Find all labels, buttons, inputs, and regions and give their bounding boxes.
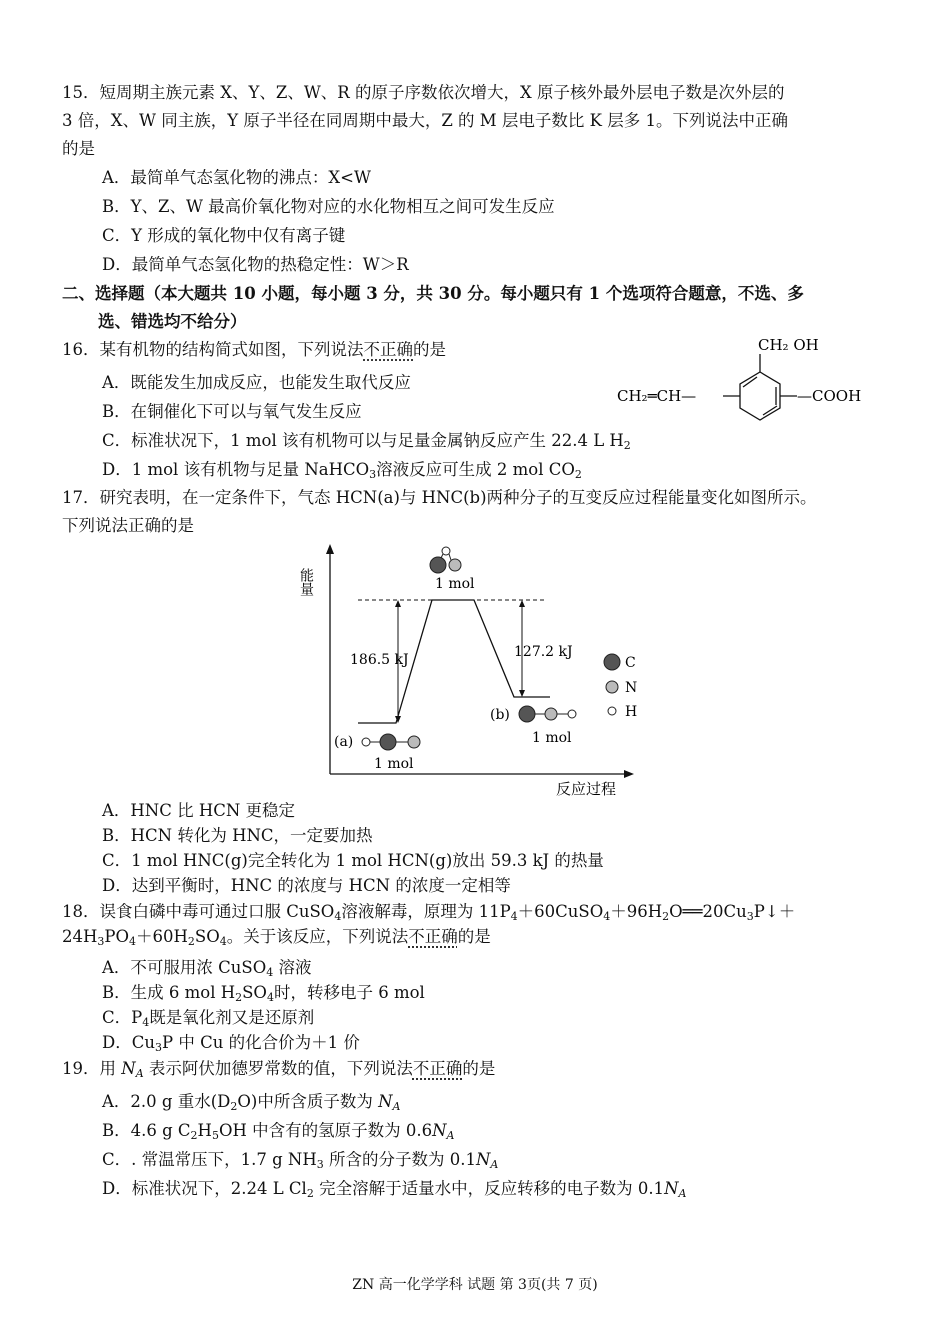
q18-option-d: D．$Cu_3P$ 中 Cu 的化合价为＋1 价 (102, 1033, 360, 1054)
q19-stem: 19．用 $N_A$ 表示阿伏加德罗常数的值，下列说法不正确的是 (62, 1059, 496, 1080)
q16-option-b: B．在铜催化下可以与氧气发生反应 (102, 402, 362, 421)
y-axis-label: 能量 (298, 568, 314, 596)
q15-stem-line1: 15．短周期主族元素 X、Y、Z、W、R 的原子序数依次增大，X 原子核外最外层电子数是次外层的 (62, 83, 785, 102)
q15-option-d: D．最简单气态氢化物的热稳定性：W＞R (102, 255, 409, 274)
q17-option-d: D．达到平衡时，HNC 的浓度与 HCN 的浓度一定相等 (102, 876, 511, 895)
q19-option-a: A．2.0 g 重水$(D_2O)$中所含质子数为 $N_A$ (102, 1092, 401, 1113)
molecule-b-label: (b) (490, 707, 510, 723)
energy-diagram (300, 540, 650, 802)
q18-option-a: A．不可服用浓 CuSO$_4$ 溶液 (102, 958, 312, 979)
q16-stem: 16．某有机物的结构简式如图，下列说法不正确的是 (62, 340, 446, 359)
q16-option-c: C．标准状况下，1 mol 该有机物可以与足量金属钠反应产生 22.4 L $H_2$ (102, 431, 631, 452)
q16-structure-figure (615, 330, 895, 440)
legend-c: C (625, 655, 636, 671)
section-heading-line2: 选、错选均不给分） (98, 312, 247, 331)
q19-option-c: C．. 常温常压下，1.7 g $NH_3$ 所含的分子数为 $0.1N_A$ (102, 1150, 499, 1171)
structure-cooh-label: —COOH (797, 387, 862, 405)
q17-stem-line1: 17．研究表明，在一定条件下，气态 HCN(a)与 HNC(b)两种分子的互变反应过程能量变化如图所示。 (62, 488, 817, 507)
q16-option-a: A．既能发生加成反应，也能发生取代反应 (102, 373, 411, 392)
ts-mol-label: 1 mol (435, 576, 475, 592)
section-heading: 二、选择题（本大题共 10 小题，每小题 3 分，共 30 分。每小题只有 1 个选项符合题意，不选、多 (62, 284, 804, 303)
q19-option-b: B．4.6 g $C_2H_5OH$ 中含有的氢原子数为 $0.6N_A$ (102, 1121, 455, 1142)
q15-option-a: A．最简单气态氢化物的沸点：X<W (102, 168, 371, 187)
q19-option-d: D．标准状况下，2.24 L $Cl_2$ 完全溶解于适量水中，反应转移的电子数为 $0.1N_A$ (102, 1179, 687, 1200)
q18-stem-line1: 18．误食白磷中毒可通过口服 CuSO$_4$溶液解毒，原理为 $11P_4+60CuSO_4+96H_2O══20Cu_3P↓+$ (62, 902, 796, 923)
q18-stem-line2: $24H_3PO_4+60H_2SO_4$。关于该反应，下列说法不正确的是 (62, 927, 491, 948)
q17-stem-line2: 下列说法正确的是 (62, 516, 194, 535)
q16-option-d: D．1 mol 该有机物与足量 NaHCO$_3$溶液反应可生成 2 mol $CO_2$ (102, 460, 582, 481)
q15-option-c: C．Y 形成的氧化物中仅有离子键 (102, 226, 346, 245)
energy-label-1865: 186.5 kJ (350, 652, 409, 668)
q18-option-c: C．$P_4$既是氧化剂又是还原剂 (102, 1008, 315, 1029)
q17-option-c: C．1 mol HNC(g)完全转化为 1 mol HCN(g)放出 59.3 kJ 的热量 (102, 851, 604, 870)
structure-vinyl-label: CH₂═CH— (617, 387, 697, 405)
q18-option-b: B．生成 6 mol $H_2SO_4$时，转移电子 6 mol (102, 983, 425, 1004)
legend-n: N (625, 680, 638, 696)
page-footer: ZN 高一化学学科 试题 第 3页(共 7 页) (352, 1277, 598, 1293)
molecule-a-label: (a) (334, 734, 354, 750)
q15-stem-line3: 的是 (62, 139, 95, 158)
legend-h: H (625, 704, 638, 720)
q15-option-b: B．Y、Z、W 最高价氧化物对应的水化物相互之间可发生反应 (102, 197, 555, 216)
molecule-a-mol: 1 mol (374, 756, 414, 772)
q17-option-a: A．HNC 比 HCN 更稳定 (102, 801, 296, 820)
energy-label-1272: 127.2 kJ (514, 644, 573, 660)
q15-stem-line2: 3 倍，X、W 同主族，Y 原子半径在同周期中最大，Z 的 M 层电子数比 K 层多 1。下列说法中正确 (62, 111, 788, 130)
x-axis-label: 反应过程 (556, 780, 617, 798)
molecule-b-mol: 1 mol (532, 730, 572, 746)
structure-ch2oh-label: CH₂ OH (758, 336, 819, 354)
q17-option-b: B．HCN 转化为 HNC，一定要加热 (102, 826, 373, 845)
